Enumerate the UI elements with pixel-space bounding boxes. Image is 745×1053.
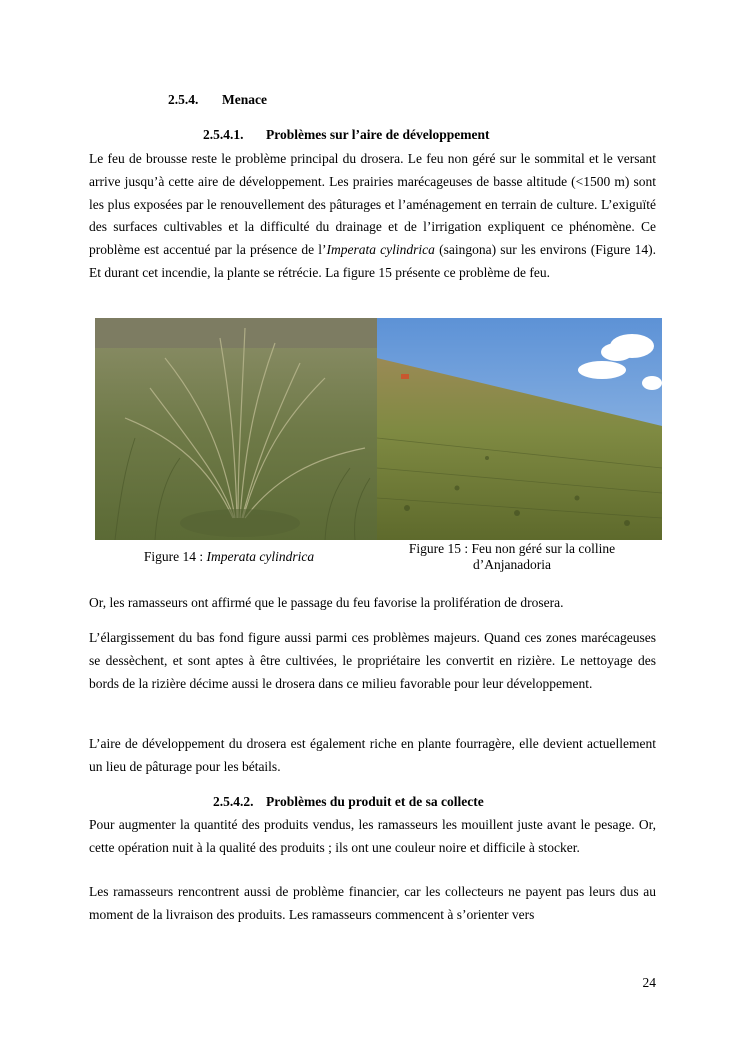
figure-15-image — [377, 318, 662, 540]
paragraph-fire-problem — [89, 148, 656, 285]
subsection-number: 2.5.4.2. — [213, 794, 254, 809]
page-number: 24 — [642, 975, 656, 990]
paragraph-text: Le feu de brousse reste le problème principal du drosera. Le feu non géré sur le sommital et le versant arrive jusqu’à cette aire de développement. Les prairies marécageuses de basse altitude (<1500 m) sont les plus exposées par le renouvellement des pâturages et l’aménagement en terrain de culture. L’exiguïté des surfaces cultivables et la difficulté du drainage et de l’irrigation expliquent ce phénomène. Ce problème est accentué par la présence de l’ — [89, 151, 656, 258]
figure-14-image — [95, 318, 377, 540]
subsection-title: Problèmes sur l’aire de développement — [266, 127, 490, 142]
paragraph-fire-proliferation: Or, les ramasseurs ont affirmé que le passage du feu favorise la prolifération de drosera. — [89, 595, 564, 610]
subsection-heading-2-5-4-1 — [203, 127, 489, 143]
subsection-number: 2.5.4.1. — [203, 127, 244, 142]
caption-line-1: Figure 15 : Feu non géré sur la colline — [408, 541, 616, 556]
paragraph-grazing: L’aire de développement du drosera est également riche en plante fourragère, elle devient actuellement un lieu de pâturage pour les bétails. — [89, 736, 656, 774]
section-number: 2.5.4. — [168, 92, 199, 107]
hillside-photo — [377, 318, 662, 540]
caption-prefix: Figure 14 : — [143, 549, 207, 564]
caption-species: Imperata cylindrica — [206, 549, 315, 564]
caption-line-2: d’Anjanadoria — [473, 557, 551, 572]
subsection-title: Problèmes du produit et de sa collecte — [266, 794, 484, 809]
species-name: Imperata cylindrica — [326, 242, 435, 258]
section-heading-2-5-4 — [168, 92, 267, 108]
paragraph-product-quality: Pour augmenter la quantité des produits vendus, les ramasseurs les mouillent juste avant le pesage. Or, cette opération nuit à la qualité des produits ; ils ont une couleur noire et difficile à stocker. — [89, 817, 656, 855]
subsection-heading-2-5-4-2 — [213, 794, 484, 810]
paragraph-lowland-expansion: L’élargissement du bas fond figure aussi parmi ces problèmes majeurs. Quand ces zones marécageuses se dessèchent, et sont aptes à être cultivées, le propriétaire les convertit en rizière. Le nettoyage des bords de la rizière décime aussi le drosera dans ce milieu favorable pour leur développement. — [89, 630, 656, 691]
figure-15-caption — [377, 541, 647, 573]
paragraph-text: (saingona) sur les environs (Figure 14). Et durant cet incendie, la plante se rétrécie. La figure 15 présente ce problème de feu. — [89, 242, 656, 280]
grass-tuft-photo — [95, 318, 377, 540]
paragraph-financial-problem: Les ramasseurs rencontrent aussi de problème financier, car les collecteurs ne payent pas leurs dus au moment de la livraison des produits. Les ramasseurs commencent à s’orienter vers — [89, 884, 656, 922]
section-title: Menace — [222, 92, 267, 107]
figure-14-caption — [95, 549, 363, 565]
